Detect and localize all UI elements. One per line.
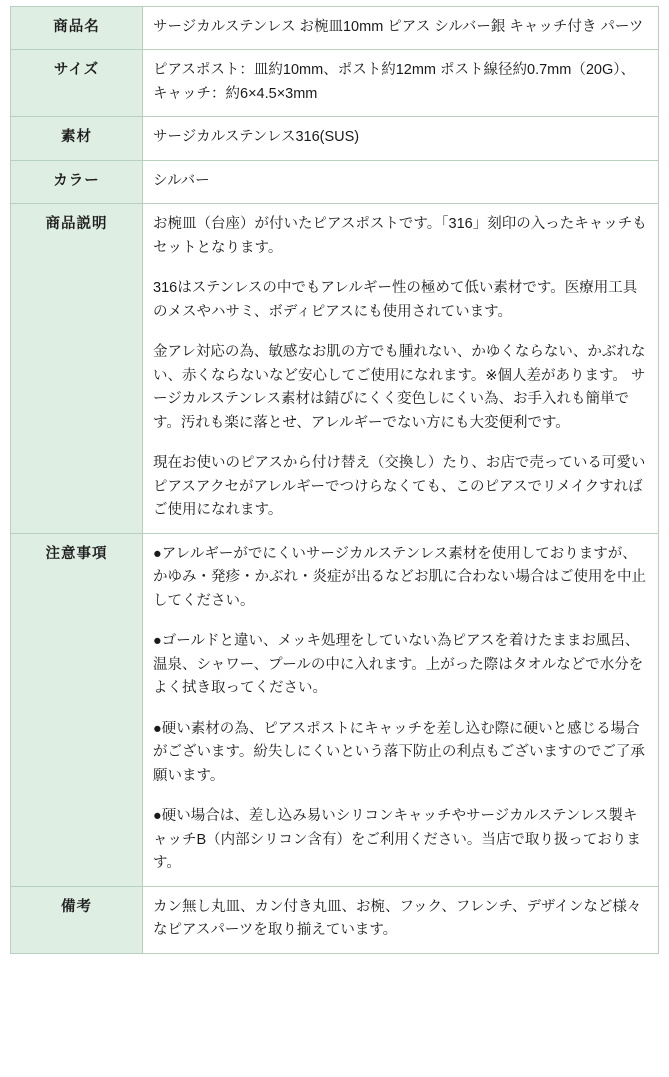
text-paragraph: 現在お使いのピアスから付け替え（交換し）たり、お店で売っている可愛いピアスアクセがアレルギーでつけらなくても、このピアスでリメイクすればご使用になれます。	[153, 455, 646, 519]
table-row	[11, 160, 659, 203]
row-label-size: サイズ	[11, 50, 143, 117]
text-paragraph: 金アレ対応の為、敏感なお肌の方でも腫れない、かゆくならない、かぶれない、赤くならないなど安心してご使用になれます。※個人差があります。 サージカルステンレス素材は錆びにくく変色しにくい為、お手入れも簡単です。汚れも楽に落とせ、アレルギーでない方にも大変便利です。	[153, 344, 646, 431]
table-row	[11, 204, 659, 533]
row-value-product-name	[143, 7, 659, 50]
text-paragraph: ●硬い場合は、差し込み易いシリコンキャッチやサージカルステンレス製キャッチB（内部シリコン含有）をご利用ください。当店で取り扱っております。	[153, 808, 641, 872]
table-row	[11, 886, 659, 953]
product-spec-table	[10, 6, 659, 954]
row-value-description	[143, 204, 659, 533]
row-value-material	[143, 117, 659, 160]
text-paragraph: カン無し丸皿、カン付き丸皿、お椀、フック、フレンチ、デザインなど様々なピアスパーツを取り揃えています。	[153, 898, 642, 939]
text-paragraph: サージカルステンレス お椀皿10mm ピアス シルバー銀 キャッチ付き パーツ	[153, 19, 644, 35]
text-paragraph: ●アレルギーがでにくいサージカルステンレス素材を使用しておりますが、かゆみ・発疹・かぶれ・炎症が出るなどお肌に合わない場合はご使用を中止してください。	[153, 545, 646, 609]
text-paragraph: ●ゴールドと違い、メッキ処理をしていない為ピアスを着けたままお風呂、温泉、シャワー、プールの中に入れます。上がった際はタオルなどで水分をよく拭き取ってください。	[153, 633, 644, 697]
row-label-material: 素材	[11, 117, 143, 160]
row-label-notes: 注意事項	[11, 533, 143, 886]
table-row	[11, 533, 659, 886]
row-label-description: 商品説明	[11, 204, 143, 533]
table-row	[11, 7, 659, 50]
row-value-color	[143, 160, 659, 203]
row-label-product-name: 商品名	[11, 7, 143, 50]
text-paragraph: シルバー	[153, 172, 210, 189]
text-paragraph: サージカルステンレス316(SUS)	[153, 129, 360, 146]
text-paragraph: ピアスポスト：皿約10mm、ポスト約12mm ポスト線径約0.7mm（20G）、キャッチ：約6×4.5×3mm	[153, 62, 635, 102]
row-value-remarks	[143, 886, 659, 953]
row-value-size	[143, 50, 659, 117]
text-paragraph: ●硬い素材の為、ピアスポストにキャッチを差し込む際に硬いと感じる場合がございます。紛失しにくいという落下防止の利点もございますのでご了承願います。	[153, 720, 645, 784]
table-row	[11, 117, 659, 160]
row-label-remarks: 備考	[11, 886, 143, 953]
table-row	[11, 50, 659, 117]
text-paragraph: お椀皿（台座）が付いたピアスポストです。「316」刻印の入ったキャッチもセットとなります。	[153, 216, 647, 256]
spec-table-body	[11, 7, 659, 954]
row-label-color: カラー	[11, 160, 143, 203]
row-value-notes	[143, 533, 659, 886]
text-paragraph: 316はステンレスの中でもアレルギー性の極めて低い素材です。医療用工具のメスやハサミ、ボディピアスにも使用されています。	[153, 280, 638, 320]
